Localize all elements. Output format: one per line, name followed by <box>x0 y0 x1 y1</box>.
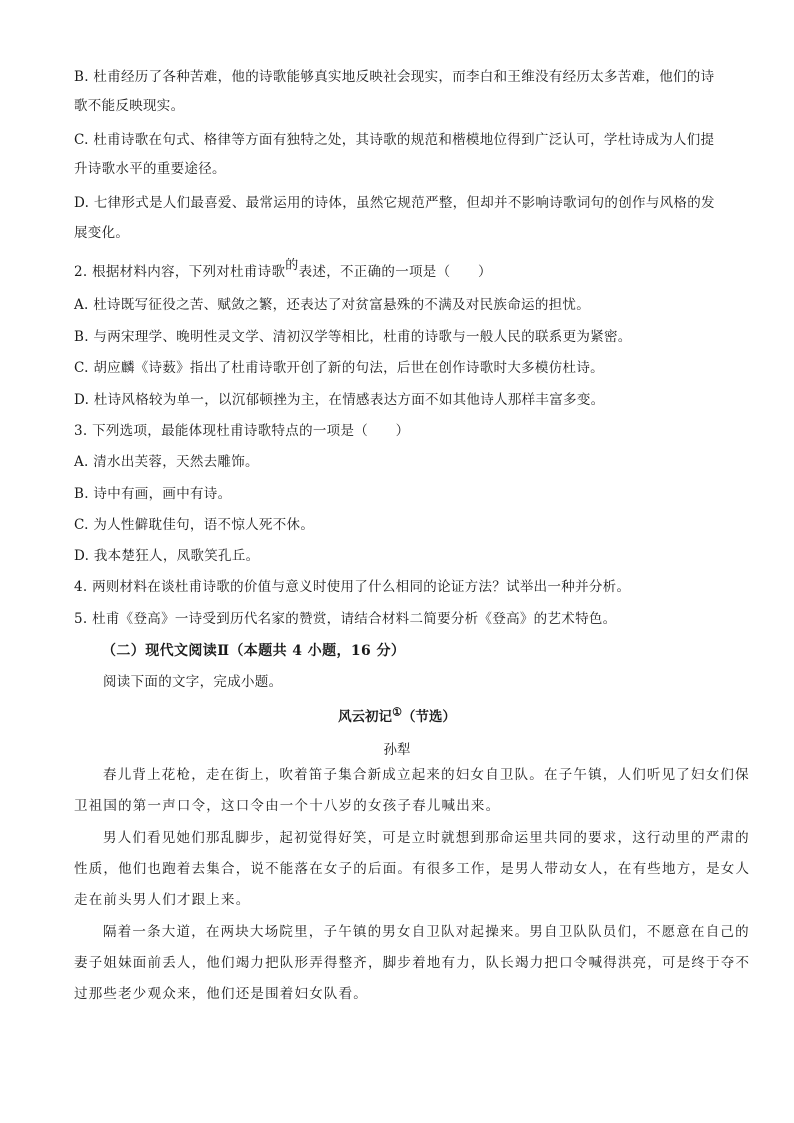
passage-p3-line1: 隔着一条大道，在两块大场院里，子午镇的男女自卫队对起操来。男自卫队队员们，不愿意在自己的 <box>103 924 750 940</box>
footnote-mark: ① <box>392 705 402 719</box>
q2-option-d: D. 杜诗风格较为单一，以沉郁顿挫为主，在情感表达方面不如其他诗人那样丰富多变。 <box>74 392 605 408</box>
instruction: 阅读下面的文字，完成小题。 <box>103 674 283 690</box>
q1-option-c-line1: C. 杜甫诗歌在句式、格律等方面有独特之处，其诗歌的规范和楷模地位得到广泛认可，学杜诗成为人们提 <box>74 132 715 148</box>
q2-stem <box>74 258 734 283</box>
q3-option-a: A. 清水出芙蓉，天然去雕饰。 <box>74 454 259 470</box>
passage-title-line <box>0 705 794 725</box>
q3-option-c: C. 为人性僻耽佳句，语不惊人死不休。 <box>74 517 315 533</box>
q1-option-b-line1: B. 杜甫经历了各种苦难，他的诗歌能够真实地反映社会现实，而李白和王维没有经历太多苦难，他们的诗 <box>74 69 715 85</box>
q3-option-b: B. 诗中有画，画中有诗。 <box>74 486 232 502</box>
passage-p3-line3: 过那些老少观众来，他们还是围着妇女队看。 <box>74 986 368 1002</box>
passage-title: 风云初记 <box>338 709 393 725</box>
q2-option-b: B. 与两宋理学、晚明性灵文学、清初汉学等相比，杜甫的诗歌与一般人民的联系更为紧密。 <box>74 329 632 345</box>
q2-stem-raised: 的 <box>285 258 299 273</box>
passage-p1-line1: 春儿背上花枪，走在街上，吹着笛子集合新成立起来的妇女自卫队。在子午镇，人们听见了妇女们保 <box>103 767 750 783</box>
q2-option-c: C. 胡应麟《诗薮》指出了杜甫诗歌开创了新的句法，后世在创作诗歌时大多模仿杜诗。 <box>74 360 604 376</box>
passage-title-suffix: （节选） <box>401 709 456 725</box>
passage-p2-line3: 走在前头男人们才跟上来。 <box>74 892 251 908</box>
passage-author: 孙犁 <box>383 742 411 758</box>
section-heading: （二）现代文阅读Ⅱ（本题共 4 小题，16 分） <box>102 643 406 659</box>
q3-option-d: D. 我本楚狂人，凤歌笑孔丘。 <box>74 548 260 564</box>
passage-p2-line2: 性质，他们也跑着去集合，说不能落在女子的后面。有很多工作，是男人带动女人，在有些地方，是女人 <box>74 861 751 877</box>
q5-stem: 5. 杜甫《登高》一诗受到历代名家的赞赏，请结合材料二简要分析《登高》的艺术特色。 <box>74 611 617 627</box>
passage-p3-line2: 妻子姐妹面前丢人，他们竭力把队形弄得整齐，脚步着地有力，队长竭力把口令喊得洪亮，可是终于夺不 <box>74 955 751 971</box>
q4-stem: 4. 两则材料在谈杜甫诗歌的价值与意义时使用了什么相同的论证方法？试举出一种并分析。 <box>74 579 631 595</box>
q2-stem-part2: 表述，不正确的一项是（ ） <box>298 264 492 280</box>
q1-option-c-line2: 升诗歌水平的重要途径。 <box>74 161 226 177</box>
q2-stem-part1: 2. 根据材料内容，下列对杜甫诗歌 <box>74 264 286 280</box>
q1-option-d-line1: D. 七律形式是人们最喜爱、最常运用的诗体，虽然它规范严整，但却并不影响诗歌词句的创作与风格的发 <box>74 195 715 211</box>
q2-option-a: A. 杜诗既写征役之苦、赋敛之繁，还表达了对贫富悬殊的不满及对民族命运的担忧。 <box>74 297 591 313</box>
passage-p2-line1: 男人们看见她们那乱脚步，起初觉得好笑，可是立时就想到那命运里共同的要求，这行动里的严肃的 <box>103 830 750 846</box>
q3-stem: 3. 下列选项，最能体现杜甫诗歌特点的一项是（ ） <box>74 423 410 439</box>
q1-option-d-line2: 展变化。 <box>74 225 130 241</box>
passage-p1-line2: 卫祖国的第一声口令，这口令由一个十八岁的女孩子春儿喊出来。 <box>74 798 501 814</box>
q1-option-b-line2: 歌不能反映现实。 <box>74 98 185 114</box>
